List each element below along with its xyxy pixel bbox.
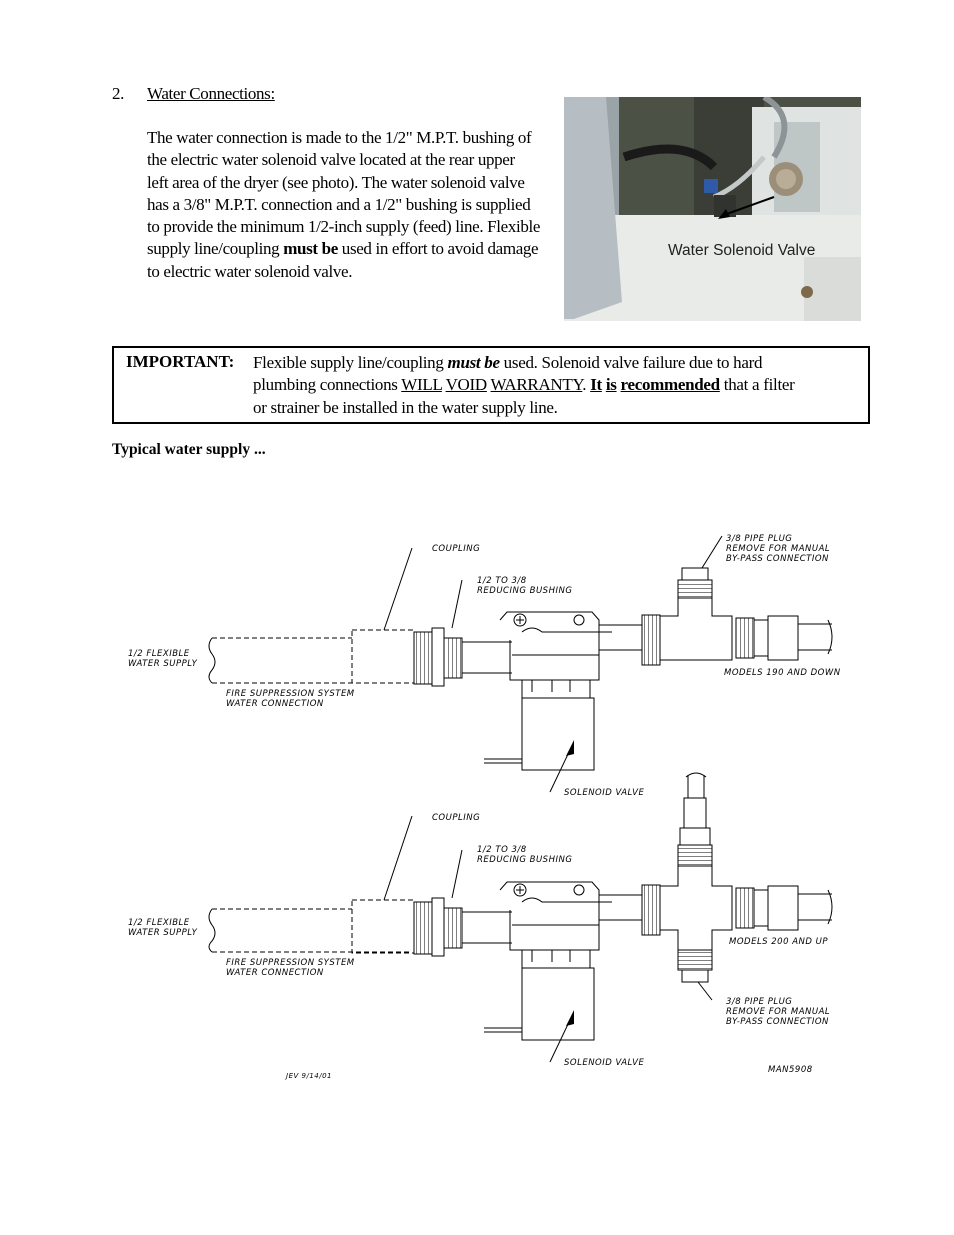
- recommended-word: is: [605, 375, 617, 395]
- paragraph-line: The water connection is made to the 1/2" M.P.T. bushing of: [147, 128, 532, 147]
- arrow-icon: [566, 740, 574, 756]
- drawing-number: MAN5908: [768, 1065, 813, 1075]
- solenoid-valve-label: SOLENOID VALVE: [564, 1058, 645, 1068]
- drawing-initials: JEV 9/14/01: [286, 1072, 332, 1080]
- bushing-label: 1/2 TO 3/8: [477, 845, 527, 855]
- models-label: MODELS 190 AND DOWN: [724, 668, 841, 678]
- coupling-label: COUPLING: [432, 813, 481, 823]
- recommended-word: recommended: [620, 375, 720, 395]
- pipe-plug-label: BY-PASS CONNECTION: [726, 1017, 829, 1027]
- bushing-label: REDUCING BUSHING: [477, 855, 573, 865]
- important-line: [253, 352, 863, 374]
- text-run: .: [582, 375, 591, 395]
- paragraph-line: the electric water solenoid valve located at the rear upper: [147, 150, 515, 170]
- pipe-plug-label: 3/8 PIPE PLUG: [726, 534, 793, 544]
- photo-caption: Water Solenoid Valve: [668, 242, 816, 259]
- important-line: or strainer be installed in the water supply line.: [253, 397, 558, 417]
- fire-suppression-label: WATER CONNECTION: [226, 699, 324, 709]
- text-run: used in effort to avoid damage: [337, 239, 539, 259]
- must-be-emphasis: must be: [283, 239, 338, 259]
- fire-suppression-label: FIRE SUPPRESSION SYSTEM: [226, 958, 355, 968]
- bushing-label: 1/2 TO 3/8: [477, 576, 527, 586]
- pipe-plug-label: BY-PASS CONNECTION: [726, 554, 829, 564]
- paragraph-line: [147, 238, 559, 260]
- bushing-label: REDUCING BUSHING: [477, 586, 573, 596]
- models-label: MODELS 200 AND UP: [729, 937, 828, 947]
- paragraph-line: to electric water solenoid valve.: [147, 261, 353, 281]
- flexible-supply-label: WATER SUPPLY: [128, 659, 198, 669]
- text-run: used. Solenoid valve failure due to hard: [499, 353, 763, 372]
- pipe-plug-label: REMOVE FOR MANUAL: [726, 544, 831, 554]
- text-run: plumbing connections: [253, 375, 402, 395]
- pipe-plug-label: REMOVE FOR MANUAL: [726, 1007, 831, 1017]
- recommended-word: It: [590, 375, 602, 395]
- flexible-supply-label: WATER SUPPLY: [128, 928, 198, 938]
- arrow-icon: [566, 1010, 574, 1026]
- important-text: [253, 352, 863, 419]
- section-heading: Water Connections:: [147, 84, 275, 103]
- water-supply-diagram: [112, 520, 852, 1085]
- top-assembly: [209, 536, 832, 792]
- photo-illustration: [564, 97, 861, 321]
- fire-suppression-label: WATER CONNECTION: [226, 968, 324, 978]
- text-run: Flexible supply line/coupling: [253, 353, 448, 372]
- important-notice: [112, 346, 870, 424]
- warning-word: WILL: [401, 375, 442, 395]
- warning-word: WARRANTY: [490, 375, 583, 395]
- flexible-supply-label: 1/2 FLEXIBLE: [128, 649, 190, 659]
- coupling-label: COUPLING: [432, 544, 481, 554]
- dryer-photo: [564, 97, 861, 321]
- pipe-plug-label: 3/8 PIPE PLUG: [726, 997, 793, 1007]
- typical-supply-heading: Typical water supply ...: [112, 441, 266, 458]
- solenoid-valve-label: SOLENOID VALVE: [564, 788, 645, 798]
- paragraph-line: has a 3/8" M.P.T. connection and a 1/2" bushing is supplied: [147, 194, 531, 214]
- important-label: IMPORTANT:: [126, 352, 235, 371]
- paragraph-line: left area of the dryer (see photo). The water solenoid valve: [147, 172, 525, 192]
- text-run: supply line/coupling: [147, 239, 284, 259]
- section-number: 2.: [112, 84, 125, 103]
- paragraph-line: to provide the minimum 1/2-inch supply (feed) line. Flexible: [147, 217, 541, 237]
- text-run: that a filter: [719, 375, 795, 395]
- warning-word: VOID: [445, 375, 487, 395]
- important-line: [253, 374, 863, 396]
- fire-suppression-label: FIRE SUPPRESSION SYSTEM: [226, 689, 355, 699]
- water-connection-paragraph: [147, 127, 559, 283]
- flexible-supply-label: 1/2 FLEXIBLE: [128, 918, 190, 928]
- must-be-emphasis: must be: [447, 353, 500, 372]
